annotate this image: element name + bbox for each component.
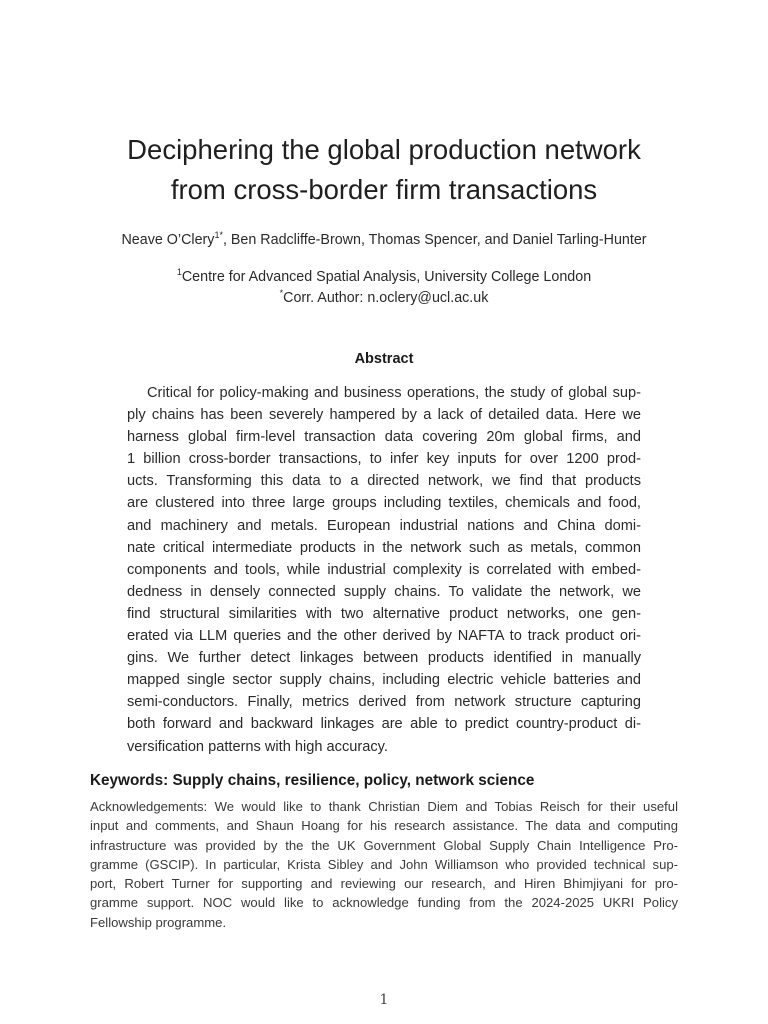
first-author: Neave O’Clery	[121, 232, 215, 248]
keywords-line: Keywords: Supply chains, resilience, policy, network science	[90, 772, 535, 789]
acknowledgements-line: gramme support. NOC would like to acknowledge funding from the 2024-2025 UKRI Policy	[90, 895, 678, 911]
abstract-line: components and tools, while industrial complexity is correlated with embed-	[127, 561, 641, 578]
acknowledgements-line: Fellowship programme.	[90, 914, 227, 930]
affiliation-text: Centre for Advanced Spatial Analysis, University College London	[181, 269, 592, 285]
abstract-line: nate critical intermediate products in the network such as metals, common	[127, 539, 641, 556]
correspondence-line	[40, 288, 728, 309]
abstract-line: ucts. Transforming this data to a directed network, we find that products	[127, 473, 641, 490]
abstract-line: mapped single sector supply chains, including electric vehicle batteries and	[127, 672, 641, 689]
correspondence-text: Corr. Author: n.oclery@ucl.ac.uk	[283, 290, 489, 306]
abstract-line: erated via LLM queries and the other derived by NAFTA to track product ori-	[127, 628, 641, 645]
affiliation-mark: 1	[176, 267, 182, 277]
abstract-line: both forward and backward linkages are able to predict country-product di-	[127, 716, 641, 733]
author-list	[40, 230, 728, 250]
acknowledgements-line: Acknowledgements: We would like to thank Christian Diem and Tobias Reisch for their useful	[90, 799, 678, 814]
abstract-line: versification patterns with high accuracy.	[127, 738, 388, 755]
affiliation-block	[40, 267, 728, 309]
abstract-heading: Abstract	[354, 351, 414, 367]
paper-title	[60, 130, 708, 210]
title-line: Deciphering the global production network	[127, 134, 641, 165]
abstract-line: harness global firm-level transaction data covering 20m global firms, and	[127, 429, 641, 446]
acknowledgements-line: port, Robert Turner for supporting and reviewing our research, and Hiren Bhimjiyani for pro-	[90, 876, 678, 892]
acknowledgements-block	[90, 797, 678, 932]
affiliation-line	[40, 267, 728, 288]
abstract-line: and machinery and metals. European industrial nations and China domi-	[127, 517, 641, 534]
acknowledgements-line: infrastructure was provided by the the UK Government Global Supply Chain Intelligence Pro-	[90, 837, 678, 853]
title-line: from cross-border firm transactions	[170, 174, 598, 205]
abstract-line: dedness in densely connected supply chains. To validate the network, we	[127, 583, 641, 600]
abstract-line: are clustered into three large groups including textiles, chemicals and food,	[127, 495, 641, 512]
page-number: 1	[379, 992, 389, 1008]
abstract-line: Critical for policy-making and business operations, the study of global sup-	[147, 385, 641, 401]
correspondence-mark: *	[279, 288, 284, 298]
abstract-line: 1 billion cross-border transactions, to infer key inputs for over 1200 prod-	[127, 451, 641, 468]
abstract-line: gins. We further detect linkages between products identified in manually	[127, 650, 641, 667]
abstract-line: find structural similarities with two alternative product networks, one gen-	[127, 605, 641, 622]
author-affiliation-mark: 1*	[214, 230, 223, 240]
abstract-body	[127, 382, 641, 758]
acknowledgements-line: gramme (GSCIP). In particular, Krista Sibley and John Williamson who provided technical sup-	[90, 856, 678, 872]
abstract-line: ply chains has been severely hampered by a lack of detailed data. Here we	[127, 407, 641, 424]
other-authors: , Ben Radcliffe-Brown, Thomas Spencer, and Daniel Tarling-Hunter	[222, 232, 647, 248]
acknowledgements-line: input and comments, and Shaun Hoang for his research assistance. The data and computing	[90, 818, 678, 834]
abstract-line: semi-conductors. Finally, metrics derived from network structure capturing	[127, 694, 641, 711]
